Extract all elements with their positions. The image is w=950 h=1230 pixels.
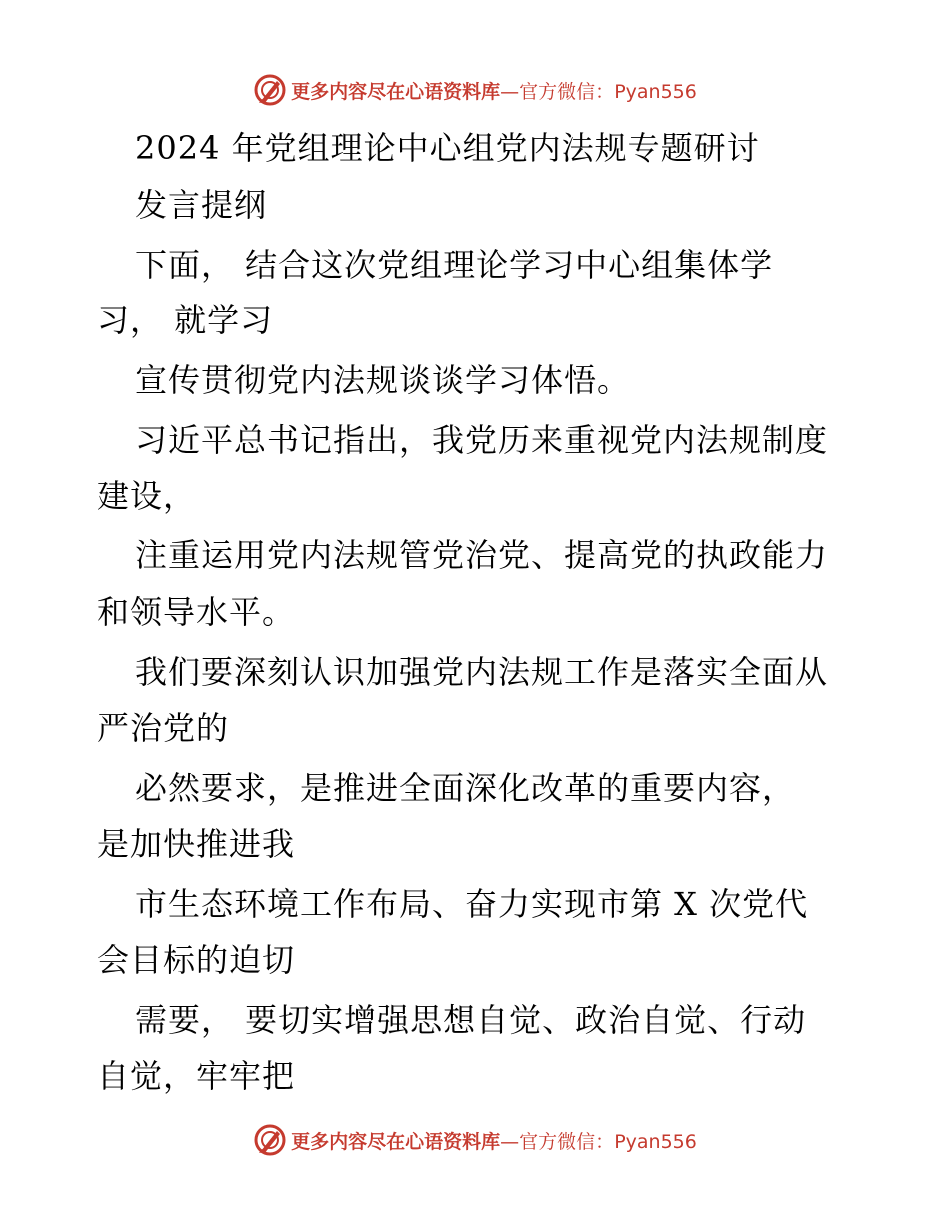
- doc-paragraph-line: 严治党的: [97, 709, 230, 747]
- doc-paragraph-line: 注重运用党内法规管党治党、提高党的执政能力: [135, 536, 829, 574]
- doc-paragraph-line: 建设，: [97, 477, 197, 515]
- doc-paragraph-line: 宣传贯彻党内法规谈谈学习体悟。: [135, 361, 631, 399]
- pen-logo-icon: [253, 1123, 287, 1157]
- doc-paragraph-line: 自觉，牢牢把: [97, 1057, 296, 1095]
- watermark-cn-text: 更多内容尽在心语资料库: [291, 80, 501, 103]
- doc-paragraph-line: 下面， 结合这次党组理论学习中心组集体学: [135, 246, 774, 284]
- watermark-text: [291, 1127, 697, 1154]
- doc-paragraph-line: 必然要求，是推进全面深化改革的重要内容，: [135, 769, 796, 807]
- watermark-dash: —: [500, 80, 520, 103]
- watermark-dash: —: [500, 1130, 520, 1153]
- doc-paragraph-line: 需要， 要切实增强思想自觉、政治自觉、行动: [135, 1001, 807, 1039]
- footer-watermark: [0, 1120, 950, 1160]
- doc-paragraph-line: 习近平总书记指出，我党历来重视党内法规制度: [135, 421, 829, 459]
- doc-paragraph-line: 会目标的迫切: [97, 941, 296, 979]
- doc-title-line-2: 发言提纲: [135, 186, 268, 224]
- doc-paragraph-line: 和领导水平。: [97, 593, 296, 631]
- doc-paragraph-line: 是加快推进我: [97, 825, 296, 863]
- watermark-wechat-id: Pyan556: [614, 1130, 697, 1153]
- doc-paragraph-line: 市生态环境工作布局、奋力实现市第 X 次党代: [135, 885, 809, 923]
- watermark-wechat-id: Pyan556: [614, 80, 697, 103]
- watermark-wechat-label: 官方微信：: [519, 1130, 615, 1153]
- watermark-cn-text: 更多内容尽在心语资料库: [291, 1130, 501, 1153]
- doc-title-line-1: 2024 年党组理论中心组党内法规专题研讨: [135, 129, 760, 167]
- watermark-wechat-label: 官方微信：: [519, 80, 615, 103]
- doc-paragraph-line: 习， 就学习: [97, 301, 274, 339]
- doc-paragraph-line: 我们要深刻认识加强党内法规工作是落实全面从: [135, 653, 829, 691]
